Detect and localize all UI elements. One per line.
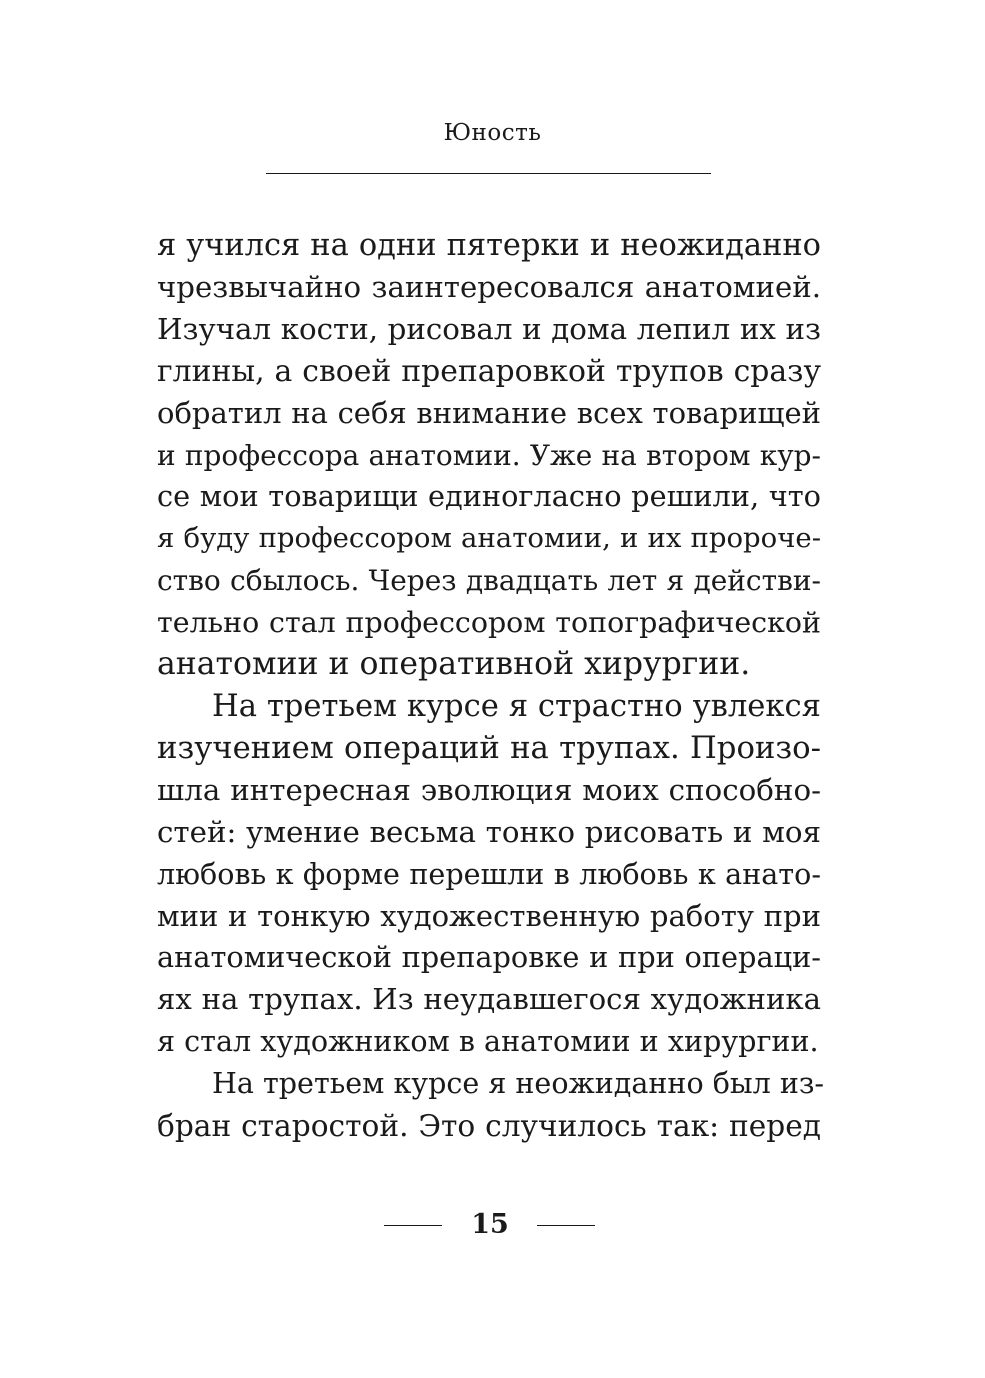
running-head: Юность — [443, 120, 542, 146]
text-line: изучением операций на трупах. Произо- — [157, 729, 821, 766]
paragraph-first-line: На третьем курсе я неожиданно был из- — [212, 1066, 825, 1101]
folio-rule-right — [537, 1225, 595, 1226]
body-text — [157, 225, 825, 1147]
text-line: бран старостой. Это случилось так: перед — [157, 1108, 821, 1144]
page-number: 15 — [471, 1209, 509, 1240]
text-line: я стал художником в анатомии и хирургии. — [157, 1024, 819, 1059]
text-line: чрезвычайно заинтересовался анатомией. — [157, 269, 821, 304]
text-line: мии и тонкую художественную работу при — [157, 898, 821, 933]
text-line: и профессора анатомии. Уже на втором кур- — [157, 438, 821, 472]
text-line: Изучал кости, рисовал и дома лепил их из — [157, 311, 821, 346]
text-line: анатомии и оперативной хирургии. — [157, 646, 751, 683]
text-line: ях на трупах. Из неудавшегося художника — [157, 982, 821, 1017]
text-line: глины, а своей препаровкой трупов сразу — [157, 353, 821, 389]
text-line: стей: умение весьма тонко рисовать и моя — [157, 814, 821, 849]
folio-rule-left — [384, 1225, 442, 1226]
text-line: я буду профессором анатомии, и их пророче- — [157, 522, 821, 555]
text-line: любовь к форме перешли в любовь к анато- — [157, 856, 821, 891]
text-line: се мои товарищи единогласно решили, что — [157, 479, 821, 514]
paragraph-first-line: На третьем курсе я страстно увлекся — [212, 688, 821, 724]
text-line: ство сбылось. Через двадцать лет я действи- — [157, 564, 821, 598]
text-line: я учился на одни пятерки и неожиданно — [157, 228, 821, 263]
text-line: тельно стал профессором топографической — [157, 606, 821, 640]
text-line: анатомической препаровке и при операци- — [157, 940, 821, 975]
text-line: шла интересная эволюция моих способно- — [157, 772, 821, 807]
running-head-rule — [266, 173, 711, 174]
page-footer — [0, 1206, 985, 1246]
text-line: обратил на себя внимание всех товарищей — [157, 395, 821, 430]
